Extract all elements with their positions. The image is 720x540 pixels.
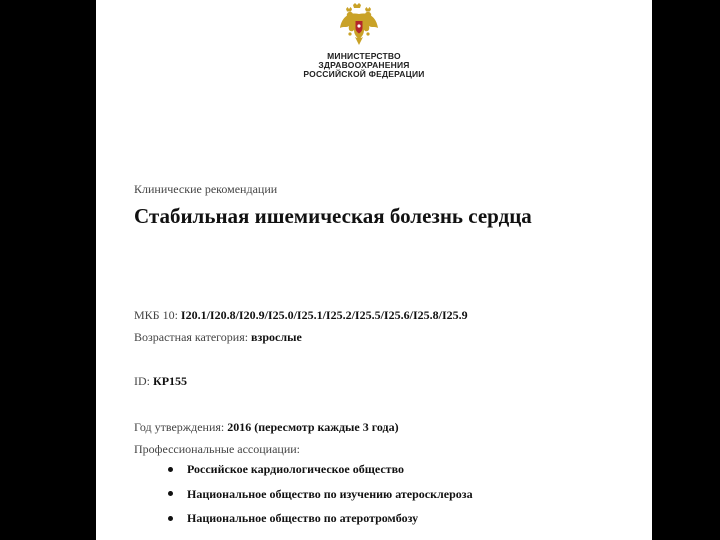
age-category-label: Возрастная категория: (134, 330, 252, 344)
age-category-value: взрослые (251, 330, 302, 344)
id-field (134, 374, 187, 389)
mkb-field (134, 308, 468, 323)
association-name: Национальное общество по атеротромбозу (187, 511, 419, 525)
ministry-line-1: МИНИСТЕРСТВО (327, 51, 401, 61)
approval-year-label: Год утверждения: (134, 420, 228, 434)
mkb-label: МКБ 10: (134, 308, 181, 322)
approval-year-field (134, 420, 399, 435)
document-type-label: Клинические рекомендации (134, 182, 278, 196)
id-value: КР155 (153, 374, 188, 388)
association-name: Российское кардиологическое общество (187, 462, 404, 476)
association-name: Национальное общество по изучению атеросклероза (187, 486, 473, 501)
russian-coat-of-arms-icon (338, 2, 380, 48)
list-item (134, 462, 473, 487)
ministry-line-3: РОССИЙСКОЙ ФЕДЕРАЦИИ (303, 69, 425, 79)
document-page (96, 0, 652, 540)
bullet-icon (168, 467, 173, 472)
list-item (134, 511, 473, 536)
mkb-value: I20.1/I20.8/I20.9/I25.0/I25.1/I25.2/I25.5/I25.6/I25.8/I25.9 (180, 308, 468, 322)
ministry-name (294, 52, 434, 79)
associations-label: Профессиональные ассоциации: (134, 442, 301, 456)
age-category-field (134, 330, 302, 345)
bullet-icon (168, 491, 173, 496)
id-label: ID: (134, 374, 153, 388)
list-item (134, 487, 473, 512)
approval-year-value: 2016 (пересмотр каждые 3 года) (227, 420, 399, 434)
associations-list (134, 462, 473, 536)
bullet-icon (168, 516, 173, 521)
ministry-line-2: ЗДРАВООХРАНЕНИЯ (318, 60, 410, 70)
document-title: Стабильная ишемическая болезнь сердца (134, 204, 532, 228)
